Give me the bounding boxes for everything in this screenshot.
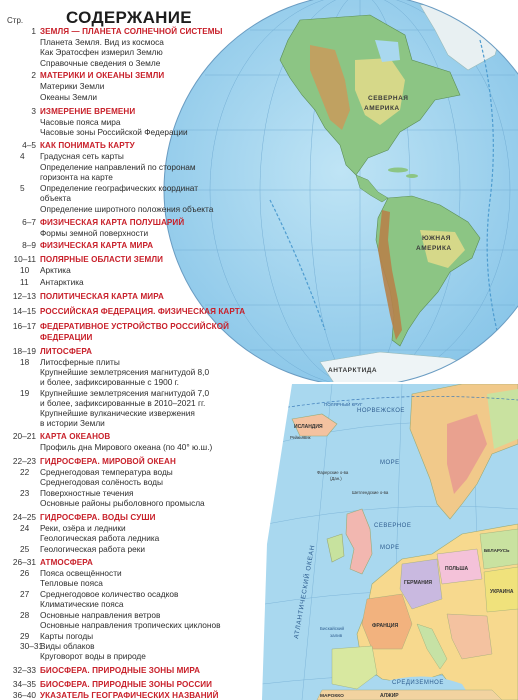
toc-section-heading[interactable] — [0, 321, 300, 332]
toc-entry[interactable] — [0, 172, 300, 183]
toc-entry-text: ГИДРОСФЕРА. МИРОВОЙ ОКЕАН — [40, 457, 176, 466]
toc-entry[interactable] — [0, 204, 300, 215]
toc-page-number: 34–35 — [12, 679, 36, 689]
toc-entry-text: ГИДРОСФЕРА. ВОДЫ СУШИ — [40, 513, 156, 522]
toc-entry-text: Справочные сведения о Земле — [40, 58, 161, 68]
toc-section-heading[interactable] — [0, 456, 300, 467]
toc-entry-text: и более, зафиксированные с 1900 г. — [40, 377, 179, 387]
toc-entry-text: ЗЕМЛЯ — ПЛАНЕТА СОЛНЕЧНОЙ СИСТЕМЫ — [40, 27, 223, 36]
toc-section-heading[interactable] — [0, 512, 300, 523]
toc-entry-text: Определение направлений по сторонам — [40, 162, 196, 172]
toc-entry-text: Карты погоды — [40, 631, 94, 641]
toc-page-number: 32–33 — [12, 665, 36, 675]
toc-page-number: 36–40 — [12, 690, 36, 700]
toc-section-heading[interactable] — [0, 679, 300, 690]
toc-page-number: 18–19 — [12, 346, 36, 356]
shetland-label: Шетлендские о-ва — [352, 490, 389, 495]
toc-entry-text: ФИЗИЧЕСКАЯ КАРТА МИРА — [40, 241, 154, 250]
faroe-label-2: (Дан.) — [330, 476, 342, 481]
toc-section-heading[interactable] — [0, 217, 300, 228]
reykjavik-label: Рейкьявик — [290, 435, 311, 440]
toc-entry[interactable] — [0, 599, 300, 610]
toc-entry-text: Литосферные плиты — [40, 357, 120, 367]
polar-circle-label: ПОЛЯРНЫЙ КРУГ — [324, 402, 363, 407]
toc-page-number: 18 — [20, 357, 30, 367]
toc-page-number: 4 — [20, 151, 25, 161]
toc-page-number: 27 — [20, 589, 30, 599]
toc-section-heading[interactable] — [0, 346, 300, 357]
toc-entry-text: Профиль дна Мирового океана (по 40° ю.ш.) — [40, 442, 213, 452]
toc-entry-text: Определение широтного положения объекта — [40, 204, 214, 214]
toc-page-number: 28 — [20, 610, 30, 620]
toc-section-heading[interactable] — [0, 140, 300, 151]
toc-page-number: 22–23 — [12, 456, 36, 466]
toc-entry-text: Определение географических координат — [40, 183, 199, 193]
toc-page-number: 4–5 — [22, 140, 36, 150]
toc-page-number: 1 — [31, 26, 36, 36]
toc-page-number: 24–25 — [12, 512, 36, 522]
toc-entry[interactable] — [0, 544, 300, 555]
toc-entry-text: в истории Земли — [40, 418, 105, 428]
toc-entry-text: БИОСФЕРА. ПРИРОДНЫЕ ЗОНЫ РОССИИ — [40, 680, 213, 689]
toc-entry[interactable] — [0, 265, 300, 276]
toc-entry[interactable] — [0, 477, 300, 488]
toc-entry-text: ФИЗИЧЕСКАЯ КАРТА ПОЛУШАРИЙ — [40, 218, 185, 227]
belarus-label: БЕЛАРУСЬ — [484, 548, 510, 553]
south-america-label-1: ЮЖНАЯ — [422, 235, 451, 242]
toc-page-number: 6–7 — [22, 217, 36, 227]
toc-entry-text: Основные направления тропических циклонов — [40, 620, 221, 630]
toc-entry-text: Основные направления ветров — [40, 610, 161, 620]
toc-entry-text: КАК ПОНИМАТЬ КАРТУ — [40, 141, 135, 150]
toc-page-number: 3 — [31, 106, 36, 116]
toc-entry-text: ЛИТОСФЕРА — [40, 347, 93, 356]
toc-entry[interactable] — [0, 127, 300, 138]
toc-entry[interactable] — [0, 498, 300, 509]
toc-entry-text: Тепловые пояса — [40, 578, 103, 588]
toc-section-heading[interactable] — [0, 26, 300, 37]
toc-entry-text: Среднегодовое количество осадков — [40, 589, 179, 599]
toc-entry[interactable] — [0, 377, 300, 388]
toc-section-heading[interactable] — [0, 557, 300, 568]
toc-entry-text: Среднегодовая температура воды — [40, 467, 173, 477]
poland-label: ПОЛЬША — [445, 566, 469, 572]
toc-entry-text: Крупнейшие землетрясения магнитудой 8,0 — [40, 367, 210, 377]
toc-entry-text: Основные районы рыболовного промысла — [40, 498, 205, 508]
north-america-label-2: АМЕРИКА — [364, 105, 400, 112]
toc-entry-text: Климатические пояса — [40, 599, 124, 609]
toc-entry-text: БИОСФЕРА. ПРИРОДНЫЕ ЗОНЫ МИРА — [40, 666, 201, 675]
toc-entry[interactable] — [0, 58, 300, 69]
toc-entry-text: Круговорот воды в природе — [40, 651, 146, 661]
toc-entry-text: Виды облаков — [40, 641, 95, 651]
toc-page-number: 8–9 — [22, 240, 36, 250]
toc-entry-text: КАРТА ОКЕАНОВ — [40, 432, 111, 441]
germany-label: ГЕРМАНИЯ — [404, 580, 433, 586]
toc-entry-text: Среднегодовая солёность воды — [40, 477, 163, 487]
toc-entry-text: горизонта на карте — [40, 172, 113, 182]
toc-entry-text: Как Эратосфен измерил Землю — [40, 47, 163, 57]
toc-entry-text: Градусная сеть карты — [40, 151, 124, 161]
toc-entry[interactable] — [0, 47, 300, 58]
north-sea-label-2: МОРЕ — [380, 545, 400, 551]
toc-entry-text: ПОЛИТИЧЕСКАЯ КАРТА МИРА — [40, 292, 164, 301]
toc-page-number: 24 — [20, 523, 30, 533]
antarctica-label: АНТАРКТИДА — [328, 367, 378, 374]
faroe-label-1: Фарерские о-ва — [317, 470, 349, 475]
toc-entry[interactable] — [0, 578, 300, 589]
toc-entry-text: Формы земной поверхности — [40, 228, 149, 238]
toc-page-number: 20–21 — [12, 431, 36, 441]
france-label: ФРАНЦИЯ — [372, 623, 399, 629]
toc-entry[interactable] — [0, 620, 300, 631]
toc-entry[interactable] — [0, 418, 300, 429]
toc-entry-text: ФЕДЕРАТИВНОЕ УСТРОЙСТВО РОССИЙСКОЙ — [40, 322, 230, 331]
toc-entry-text: Геологическая работа ледника — [40, 533, 160, 543]
toc-page-number: 2 — [31, 70, 36, 80]
algeria-label: АЛЖИР — [380, 693, 399, 699]
toc-section-heading[interactable] — [0, 240, 300, 251]
morocco-label: МАРОККО — [320, 694, 344, 699]
toc-section-heading[interactable] — [0, 254, 300, 265]
toc-entry-text: объекта — [40, 193, 71, 203]
toc-entry-text: ИЗМЕРЕНИЕ ВРЕМЕНИ — [40, 107, 136, 116]
ukraine-label: УКРАИНА — [490, 589, 514, 595]
norwegian-sea-label-2: МОРЕ — [380, 460, 400, 466]
toc-page-number: 16–17 — [12, 321, 36, 331]
north-sea-label-1: СЕВЕРНОЕ — [374, 523, 412, 529]
toc-entry-text: Арктика — [40, 265, 71, 275]
toc-entry-text: Реки, озёра и ледники — [40, 523, 126, 533]
toc-page-number: 26 — [20, 568, 30, 578]
toc-entry-text: Материки Земли — [40, 81, 105, 91]
toc-page-number: 19 — [20, 388, 30, 398]
biscay-label-2: залив — [330, 633, 343, 638]
toc-page-number: 25 — [20, 544, 30, 554]
mediterranean-label: СРЕДИЗЕМНОЕ — [392, 680, 444, 686]
toc-entry-text: Антарктика — [40, 277, 84, 287]
north-africa-shape — [317, 690, 502, 700]
toc-entry[interactable] — [0, 651, 300, 662]
toc-entry-text: АТМОСФЕРА — [40, 558, 94, 567]
toc-page-number: 10 — [20, 265, 30, 275]
toc-entry[interactable] — [0, 81, 300, 92]
toc-entry[interactable] — [0, 92, 300, 103]
toc-section-heading[interactable] — [0, 690, 300, 700]
toc-entry-text: УКАЗАТЕЛЬ ГЕОГРАФИЧЕСКИХ НАЗВАНИЙ — [40, 691, 219, 700]
toc-page-number: 12–13 — [12, 291, 36, 301]
north-america-label-1: СЕВЕРНАЯ — [368, 95, 409, 102]
france-region — [362, 594, 412, 649]
toc-section-heading[interactable] — [0, 291, 300, 302]
page-title: СОДЕРЖАНИЕ — [66, 8, 192, 27]
toc-section-heading[interactable] — [0, 332, 300, 343]
toc-entry[interactable] — [0, 277, 300, 288]
toc-entry-text: Поверхностные течения — [40, 488, 134, 498]
pages-column-label: Стр. — [7, 16, 24, 25]
toc-entry-text: ПОЛЯРНЫЕ ОБЛАСТИ ЗЕМЛИ — [40, 255, 164, 264]
atlantic-label: АТЛАНТИЧЕСКИЙ ОКЕАН — [293, 544, 317, 640]
toc-entry-text: Крупнейшие землетрясения магнитудой 7,0 — [40, 388, 210, 398]
toc-page-number: 10–11 — [13, 254, 36, 264]
toc-page-number: 5 — [20, 183, 25, 193]
toc-entry-text: Пояса освещённости — [40, 568, 122, 578]
toc-page-number: 30–31 — [20, 641, 44, 651]
toc-entry-text: Океаны Земли — [40, 92, 98, 102]
toc-entry-text: Часовые пояса мира — [40, 117, 121, 127]
toc-entry-text: МАТЕРИКИ И ОКЕАНЫ ЗЕМЛИ — [40, 71, 165, 80]
europe-political-map — [262, 384, 518, 700]
south-america-label-2: АМЕРИКА — [416, 245, 452, 252]
toc-section-heading[interactable] — [0, 306, 300, 317]
toc-entry[interactable] — [0, 533, 300, 544]
toc-entry-text: ФЕДЕРАЦИИ — [40, 333, 93, 342]
toc-entry-text: Крупнейшие вулканические извержения — [40, 408, 195, 418]
toc-page-number: 26–31 — [12, 557, 36, 567]
toc-entry[interactable] — [0, 228, 300, 239]
toc-entry-text: Часовые зоны Российской Федерации — [40, 127, 188, 137]
toc-section-heading[interactable] — [0, 431, 300, 442]
toc-page-number: 29 — [20, 631, 30, 641]
toc-page-number: 23 — [20, 488, 30, 498]
toc-page-number: 14–15 — [12, 306, 36, 316]
toc-entry[interactable] — [0, 151, 300, 162]
toc-entry-text: Геологическая работа реки — [40, 544, 146, 554]
biscay-label-1: Бискайский — [320, 626, 345, 631]
iceland-label: ИСЛАНДИЯ — [294, 424, 323, 430]
toc-section-heading[interactable] — [0, 106, 300, 117]
toc-entry-text: Планета Земля. Вид из космоса — [40, 37, 164, 47]
toc-section-heading[interactable] — [0, 665, 300, 676]
toc-entry-text: РОССИЙСКАЯ ФЕДЕРАЦИЯ. ФИЗИЧЕСКАЯ КАРТА — [40, 307, 246, 316]
norwegian-sea-label-1: НОРВЕЖСКОЕ — [357, 408, 405, 414]
toc-section-heading[interactable] — [0, 70, 300, 81]
toc-entry[interactable] — [0, 193, 300, 204]
toc-page-number: 22 — [20, 467, 30, 477]
toc-page-number: 11 — [20, 277, 29, 287]
toc-entry[interactable] — [0, 442, 300, 453]
toc-entry-text: и более, зафиксированные в 2010–2021 гг. — [40, 398, 206, 408]
